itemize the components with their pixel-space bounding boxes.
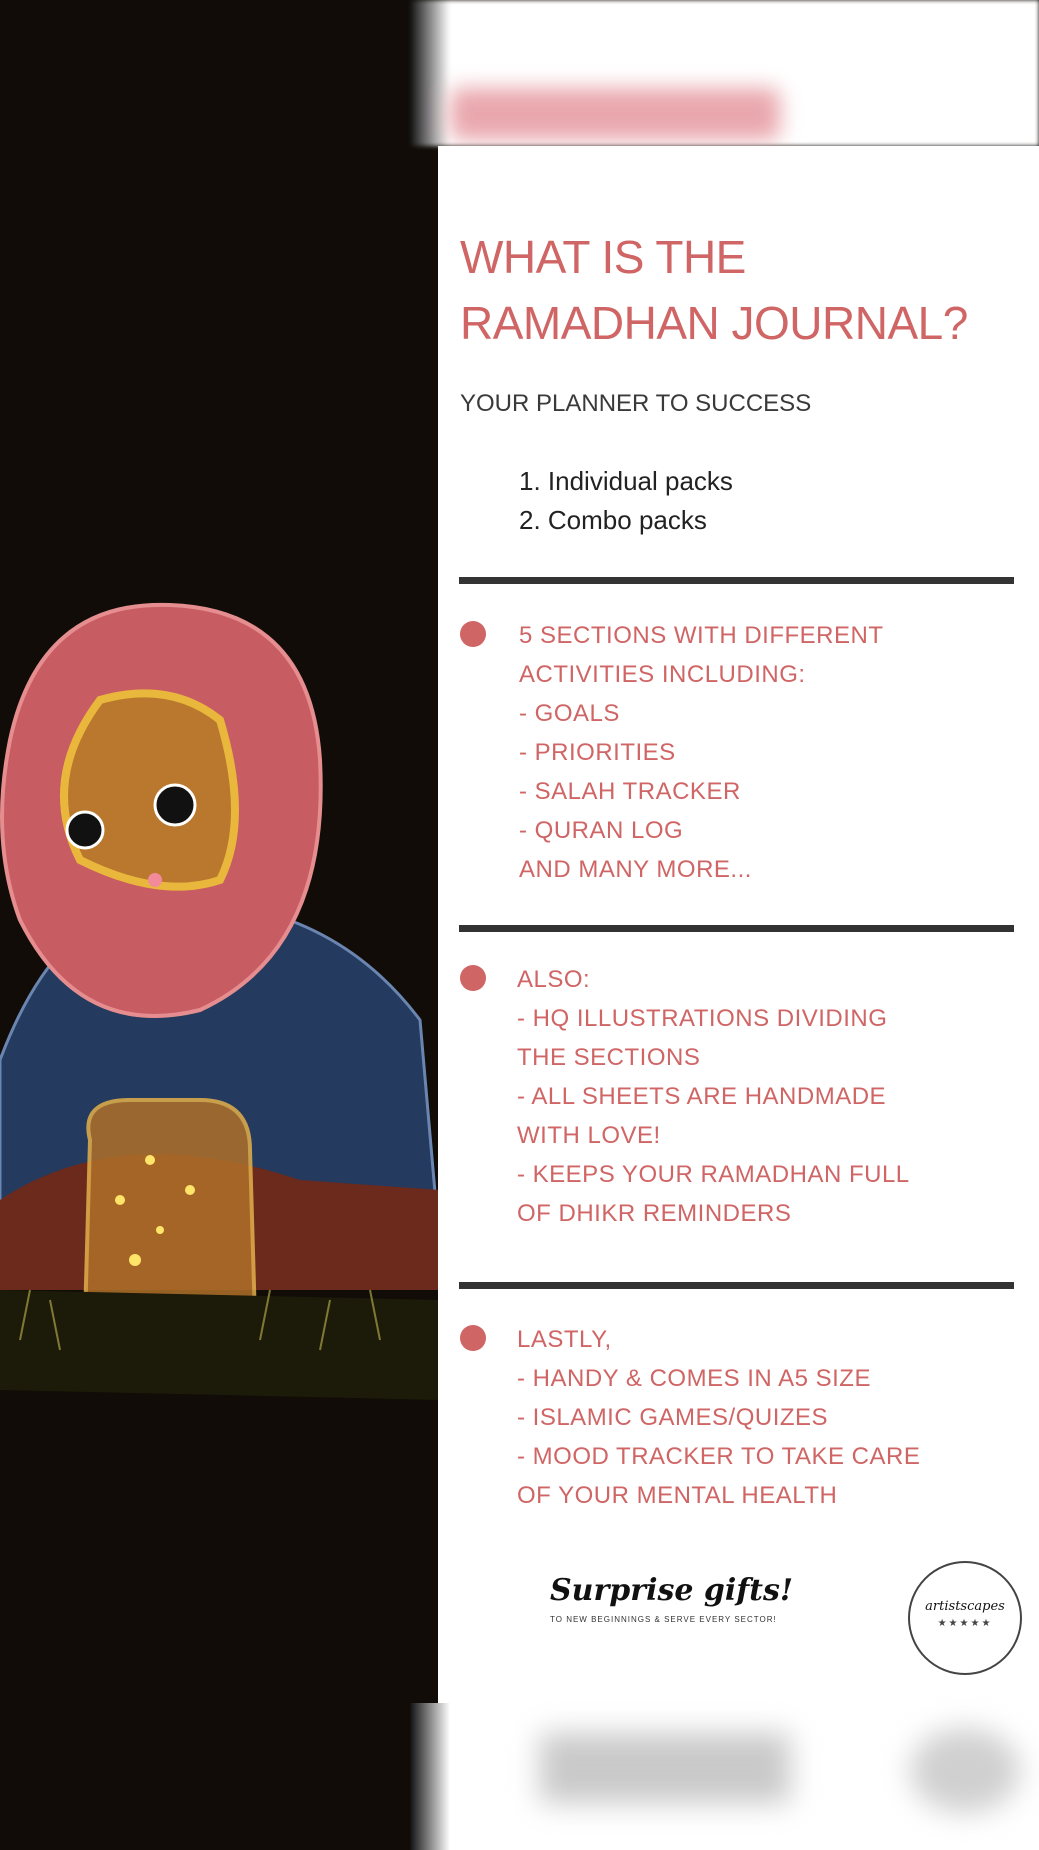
section-line: - ALL SHEETS ARE HANDMADE xyxy=(517,1083,887,1110)
section-line: - MOOD TRACKER TO TAKE CARE xyxy=(517,1443,921,1470)
section-line: 5 SECTIONS WITH DIFFERENT xyxy=(519,622,884,649)
page-title xyxy=(460,224,1035,356)
section-line: THE SECTIONS xyxy=(517,1044,701,1071)
journal-info-card xyxy=(438,146,1039,1703)
blurred-top-strip xyxy=(410,0,1039,146)
section-line: AND MANY MORE... xyxy=(519,856,752,883)
bullet-icon xyxy=(460,1325,486,1351)
divider xyxy=(459,577,1014,584)
section-features xyxy=(519,616,1034,889)
bullet-icon xyxy=(460,621,486,647)
divider xyxy=(459,925,1014,932)
section-line: - ISLAMIC GAMES/QUIZES xyxy=(517,1404,829,1431)
subtitle xyxy=(460,386,1035,422)
section-line: OF YOUR MENTAL HEALTH xyxy=(517,1482,838,1509)
illustration-girl-with-firefly-jar xyxy=(0,0,440,1850)
section-line: - KEEPS YOUR RAMADHAN FULL xyxy=(517,1161,910,1188)
section-line: ALSO: xyxy=(517,966,591,993)
section-line: - GOALS xyxy=(519,700,620,727)
section-lastly xyxy=(517,1320,1032,1515)
packs-list xyxy=(519,462,733,540)
artistscapes-logo xyxy=(908,1561,1022,1675)
divider xyxy=(459,1282,1014,1289)
section-also xyxy=(517,960,1032,1233)
logo-stars: ★★★★★ xyxy=(937,1618,993,1629)
brand-tagline: TO NEW BEGINNINGS & SERVE EVERY SECTOR! xyxy=(550,1615,777,1624)
section-line: OF DHIKR REMINDERS xyxy=(517,1200,792,1227)
pack-item: 2. Combo packs xyxy=(519,505,707,535)
subtitle-text: YOUR PLANNER TO SUCCESS xyxy=(460,390,812,417)
section-line: - QURAN LOG xyxy=(519,817,684,844)
title-line: RAMADHAN JOURNAL? xyxy=(460,297,968,349)
section-line: LASTLY, xyxy=(517,1326,612,1353)
logo-name: artistscapes xyxy=(925,1599,1005,1614)
section-line: WITH LOVE! xyxy=(517,1122,661,1149)
title-line: WHAT IS THE xyxy=(460,231,746,283)
section-line: ACTIVITIES INCLUDING: xyxy=(519,661,806,688)
brand-script: Surprise gifts! xyxy=(550,1573,794,1608)
section-line: - HQ ILLUSTRATIONS DIVIDING xyxy=(517,1005,888,1032)
pack-item: 1. Individual packs xyxy=(519,466,733,496)
section-line: - HANDY & COMES IN A5 SIZE xyxy=(517,1365,871,1392)
section-line: - PRIORITIES xyxy=(519,739,676,766)
bullet-icon xyxy=(460,965,486,991)
blurred-bottom-strip xyxy=(410,1703,1039,1850)
surprise-gifts-logo xyxy=(550,1571,850,1624)
section-line: - SALAH TRACKER xyxy=(519,778,741,805)
